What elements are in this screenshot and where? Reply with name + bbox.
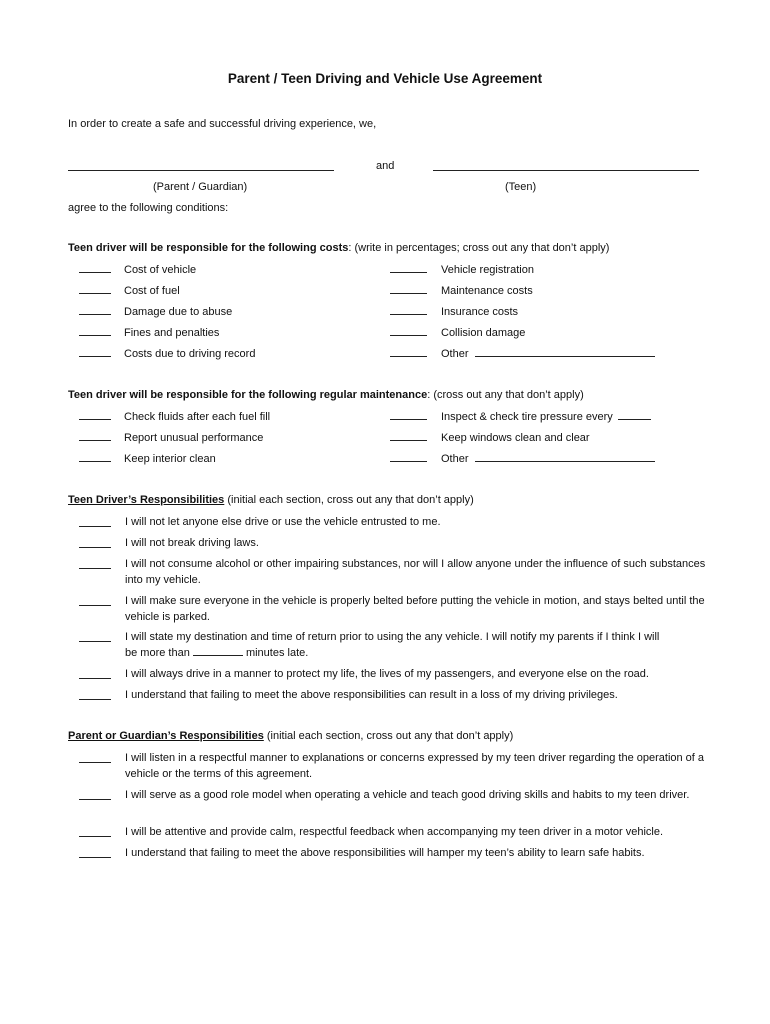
teen-responsibilities-heading: Teen Driver’s Responsibilities (initial each section, cross out any that don’t apply)	[68, 494, 474, 506]
costs-heading: Teen driver will be responsible for the following costs: (write in percentages; cross out any that don’t apply)	[68, 242, 610, 254]
cost-row[interactable]: Maintenance costs	[390, 285, 533, 297]
maintenance-row[interactable]: Keep windows clean and clear	[390, 432, 590, 444]
other-maintenance-line	[475, 461, 655, 462]
maintenance-heading: Teen driver will be responsible for the following regular maintenance: (cross out any that don’t apply)	[68, 389, 584, 401]
cost-row[interactable]: Other	[390, 348, 655, 360]
maintenance-row[interactable]: Report unusual performance	[79, 432, 263, 444]
maintenance-row[interactable]: Inspect & check tire pressure every	[390, 411, 651, 423]
and-text: and	[376, 160, 395, 172]
parent-responsibilities-heading: Parent or Guardian’s Responsibilities (initial each section, cross out any that don’t apply)	[68, 730, 514, 742]
cost-row[interactable]: Cost of vehicle	[79, 264, 196, 276]
parent-guardian-label: (Parent / Guardian)	[153, 181, 248, 193]
teen-label: (Teen)	[505, 181, 537, 193]
minutes-late-line	[193, 655, 243, 656]
maintenance-row[interactable]: Check fluids after each fuel fill	[79, 411, 270, 423]
other-cost-line	[475, 356, 655, 357]
agree-text: agree to the following conditions:	[68, 202, 229, 214]
cost-row[interactable]: Costs due to driving record	[79, 348, 255, 360]
teen-signature-line[interactable]	[433, 170, 699, 171]
agreement-page: Parent / Teen Driving and Vehicle Use Agreement In order to create a safe and successful driving experience, we, and (Parent / Guardian) (Teen) agree to the following conditions: Teen driver will be responsible for the following costs: (write in percentages; cross out any that don’t apply) Cost of vehicle Vehicle registration Cost of fuel Maintenance costs Damage due to abuse Insurance costs Fines and penalties Collision damage Costs due to driving record Other Teen driver will be responsible for the following regular maintenance: (cross out any that don’t apply) Check fluids after each fuel fill Inspect & check tire pressure every Report unusual performance Keep windows clean and clear Keep interior clean Other Teen Driver’s Responsibilities (initial each section, cross out any that don’t apply) I will not let anyone else drive or use the vehicle entrusted to me. I will not break driving laws. I will not consume alcohol or other impairing substances, nor will I allow anyone under the influence of such substances into my vehicle. I will make sure everyone in the vehicle is properly belted before putting the vehicle in motion, and stays belted until the vehicle is parked. I will state my destination and time of return prior to using the any vehicle. I will notify my parents if I think I will be more than minutes late. I will always drive in a manner to protect my life, the lives of my passengers, and everyone else on the road. I understand that failing to meet the above responsibilities can result in a loss of my driving privileges. Parent or Guardian’s Responsibilities (initial each section, cross out any that don’t apply) I will listen in a respectful manner to explanations or concerns expressed by my teen driver regarding the operation of a vehicle or the terms of this agreement. I will serve as a good role model when operating a vehicle and teach good driving skills and habits to my teen driver. I will be attentive and provide calm, respectful feedback when accompanying my teen driver in a motor vehicle. I understand that failing to meet the above responsibilities will hamper my teen’s ability to learn safe habits.	[0, 0, 770, 1024]
cost-row[interactable]: Damage due to abuse	[79, 306, 232, 318]
cost-row[interactable]: Vehicle registration	[390, 264, 534, 276]
tire-interval-line	[618, 419, 651, 420]
cost-row[interactable]: Cost of fuel	[79, 285, 180, 297]
intro-text: In order to create a safe and successful driving experience, we,	[68, 118, 377, 130]
page-title: Parent / Teen Driving and Vehicle Use Agreement	[227, 71, 543, 86]
maintenance-row[interactable]: Keep interior clean	[79, 453, 216, 465]
cost-row[interactable]: Insurance costs	[390, 306, 518, 318]
cost-row[interactable]: Collision damage	[390, 327, 525, 339]
parent-signature-line[interactable]	[68, 170, 334, 171]
cost-row[interactable]: Fines and penalties	[79, 327, 219, 339]
maintenance-row[interactable]: Other	[390, 453, 655, 465]
